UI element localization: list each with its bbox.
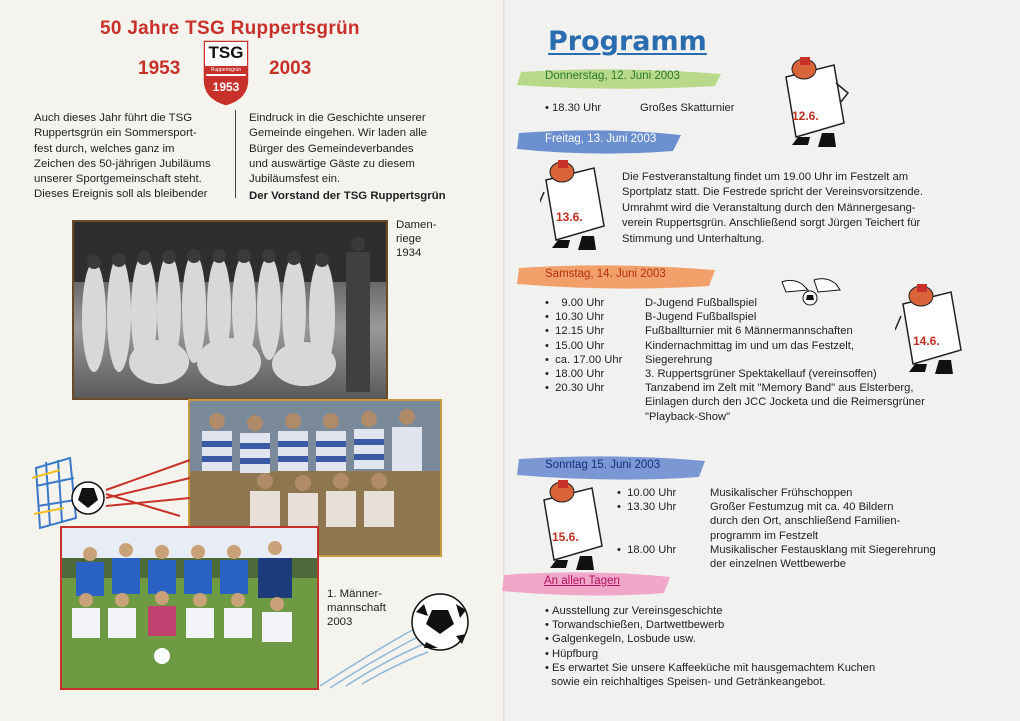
mascot-date: 13.6. <box>556 210 583 224</box>
day-label: Freitag, 13. Juni 2003 <box>545 133 657 145</box>
caption-line: Damen- <box>396 219 437 231</box>
left-page <box>0 0 505 721</box>
list-item: • Galgenkegeln, Losbude usw. <box>545 633 696 646</box>
schedule-row: • ca. 17.00 Uhr <box>545 353 623 366</box>
paragraph-line: Die Festveranstaltung findet um 19.00 Uhr im Festzelt am <box>622 171 909 183</box>
day-label: An allen Tagen <box>544 575 620 587</box>
item-time: 18.30 Uhr <box>552 102 602 114</box>
intro-line: Bürger des Gemeindeverbandes <box>249 142 414 155</box>
schedule-row: • 20.30 Uhr <box>545 382 605 395</box>
schedule-row: • 13.30 Uhr <box>617 501 677 514</box>
banner-samstag <box>515 266 720 284</box>
caption-damenriege <box>396 218 437 260</box>
item-time: 18.00 Uhr <box>555 368 605 381</box>
intro-line: Ruppertsgrün ein Sommersport- <box>34 127 197 140</box>
item-text: Großes Skatturnier <box>640 102 735 114</box>
day-label: Sonntag 15. Juni 2003 <box>545 459 661 471</box>
item-text: Musikalischer Festausklang mit Siegerehrung <box>710 543 936 556</box>
samstag-texts <box>645 296 925 424</box>
item-time: ca. 17.00 Uhr <box>555 353 623 366</box>
item-text: sowie ein reichhaltiges Speisen- und Getränkeangebot. <box>551 676 826 689</box>
all-days-list <box>545 604 875 689</box>
schedule-row: • 15.00 Uhr <box>545 339 605 352</box>
item-text: B-Jugend Fußballspiel <box>645 311 757 324</box>
caption-line: 2003 <box>327 616 353 628</box>
item-text: Kindernachmittag im und um das Festzelt, <box>645 339 854 352</box>
club-crest <box>203 40 249 106</box>
item-time: 13.30 Uhr <box>627 501 677 514</box>
paragraph-line: verein Ruppertsgrün. Anschließend sorgt Jürgen Teichert für <box>622 217 921 230</box>
intro-line: fest durch, welches ganz im <box>34 142 175 155</box>
mascot-13-6 <box>540 156 612 254</box>
sonntag-times <box>617 486 676 557</box>
photo-maennermannschaft-2003 <box>60 526 319 690</box>
samstag-times <box>545 296 622 395</box>
item-time: 10.30 Uhr <box>555 311 605 324</box>
list-item: • Ausstellung zur Vereinsgeschichte <box>545 605 723 617</box>
paragraph-line: Sportplatz statt. Die Festrede spricht der Vereinsvorsitzende. <box>622 186 923 199</box>
page-title: 50 Jahre TSG Ruppertsgrün <box>100 18 360 39</box>
banner-sonntag <box>515 457 710 475</box>
day-label: Samstag, 14. Juni 2003 <box>545 268 666 280</box>
column-divider <box>235 110 236 198</box>
crest-year-text: 1953 <box>212 80 240 94</box>
list-item: • Es erwartet Sie unsere Kaffeeküche mit hausgemachtem Kuchen <box>545 661 876 674</box>
year-start: 1953 <box>138 58 181 79</box>
caption-line: 1934 <box>396 247 422 259</box>
programm-title: Programm <box>548 26 707 57</box>
bullet: • <box>545 102 553 114</box>
item-time: 10.00 Uhr <box>627 487 677 499</box>
item-time: 12.15 Uhr <box>555 325 605 338</box>
sonntag-texts <box>710 486 936 571</box>
banner-freitag <box>515 131 685 149</box>
item-text: Ausstellung zur Vereinsgeschichte <box>552 605 723 617</box>
mascot-12-6 <box>778 53 850 151</box>
item-time: 15.00 Uhr <box>555 339 605 352</box>
mascot-date: 12.6. <box>792 109 819 123</box>
intro-line: Eindruck in die Geschichte unserer <box>249 112 426 124</box>
mascot-date: 15.6. <box>552 530 579 544</box>
item-text: 3. Ruppertsgrüner Spektakellauf (vereinsoffen) <box>645 368 877 381</box>
intro-column-1 <box>34 111 234 203</box>
freitag-paragraph <box>622 170 923 247</box>
paragraph-line: Stimmung und Unterhaltung. <box>622 232 765 245</box>
item-text: Torwandschießen, Dartwettbewerb <box>552 619 725 632</box>
photo-damenriege-1934 <box>72 220 388 400</box>
intro-line: Zeichen des 50-jährigen Jubiläums <box>34 157 211 170</box>
item-time: 20.30 Uhr <box>555 382 605 395</box>
schedule-row: • 9.00 Uhr <box>545 297 605 309</box>
item-text: der einzelnen Wettbewerbe <box>710 558 846 571</box>
crest-top-text: TSG <box>208 43 244 62</box>
item-text: durch den Ort, anschließend Familien- <box>710 515 901 528</box>
list-item <box>545 675 875 689</box>
schedule-row: • 10.00 Uhr <box>617 487 677 499</box>
item-text: Tanzabend im Zelt mit "Memory Band" aus Elsterberg, <box>645 382 914 395</box>
item-text: Es erwartet Sie unsere Kaffeeküche mit hausgemachtem Kuchen <box>552 661 876 674</box>
item-text: Fußballturnier mit 6 Männermannschaften <box>645 325 853 338</box>
list-item: • Hüpfburg <box>545 647 599 660</box>
intro-line: Dieses Ereignis soll als bleibender <box>34 188 208 201</box>
item-text: programm im Festzelt <box>710 529 819 542</box>
item-text: Musikalischer Frühschoppen <box>710 487 853 499</box>
item-text: "Playback-Show" <box>645 410 731 423</box>
intro-line: Auch dieses Jahr führt die TSG <box>34 112 193 124</box>
intro-line: und auswärtige Gäste zu diesem <box>249 157 415 170</box>
crest-middle-text: Ruppertsgrün <box>210 67 242 73</box>
intro-line: Jubiläumsfest ein. <box>249 173 341 186</box>
caption-line: riege <box>396 233 422 245</box>
schedule-row: • 18.00 Uhr <box>617 543 677 556</box>
mascot-date: 14.6. <box>913 334 940 348</box>
intro-line: unserer Sportgemeinschaft steht. <box>34 173 202 186</box>
banner-donnerstag <box>515 68 725 86</box>
signature: Der Vorstand der TSG Ruppertsgrün <box>249 190 446 203</box>
schedule-row <box>617 529 676 543</box>
caption-line: mannschaft <box>327 602 386 614</box>
item-text: Siegerehrung <box>645 353 713 366</box>
schedule-row: • 18.00 Uhr <box>545 368 605 381</box>
schedule-row: • 10.30 Uhr <box>545 311 605 324</box>
item-time: 18.00 Uhr <box>627 543 677 556</box>
item-text: Großer Festumzug mit ca. 40 Bildern <box>710 501 894 514</box>
soccer-ball-net-illustration <box>30 448 200 538</box>
caption-line: 1. Männer- <box>327 588 383 600</box>
flying-soccer-ball-illustration <box>316 590 476 690</box>
banner-an-allen-tagen <box>500 573 675 591</box>
mascot-15-6 <box>536 476 608 574</box>
schedule-row: • 12.15 Uhr <box>545 325 605 338</box>
item-text: Hüpfburg <box>552 647 599 660</box>
paragraph-line: Umrahmt wird die Veranstaltung durch den Männergesang- <box>622 201 916 214</box>
donnerstag-item <box>545 101 601 115</box>
intro-line: Gemeinde eingehen. Wir laden alle <box>249 127 427 140</box>
item-text: Einlagen durch den JCC Jocketa und die Reimersgrüner <box>645 396 925 409</box>
schedule-row <box>617 514 676 528</box>
day-label: Donnerstag, 12. Juni 2003 <box>545 70 680 82</box>
intro-column-2 <box>249 111 489 205</box>
year-end: 2003 <box>269 58 312 79</box>
item-text: D-Jugend Fußballspiel <box>645 297 757 309</box>
item-time: 9.00 Uhr <box>561 297 605 309</box>
list-item: • Torwandschießen, Dartwettbewerb <box>545 619 725 632</box>
item-text: Galgenkegeln, Losbude usw. <box>552 633 696 646</box>
